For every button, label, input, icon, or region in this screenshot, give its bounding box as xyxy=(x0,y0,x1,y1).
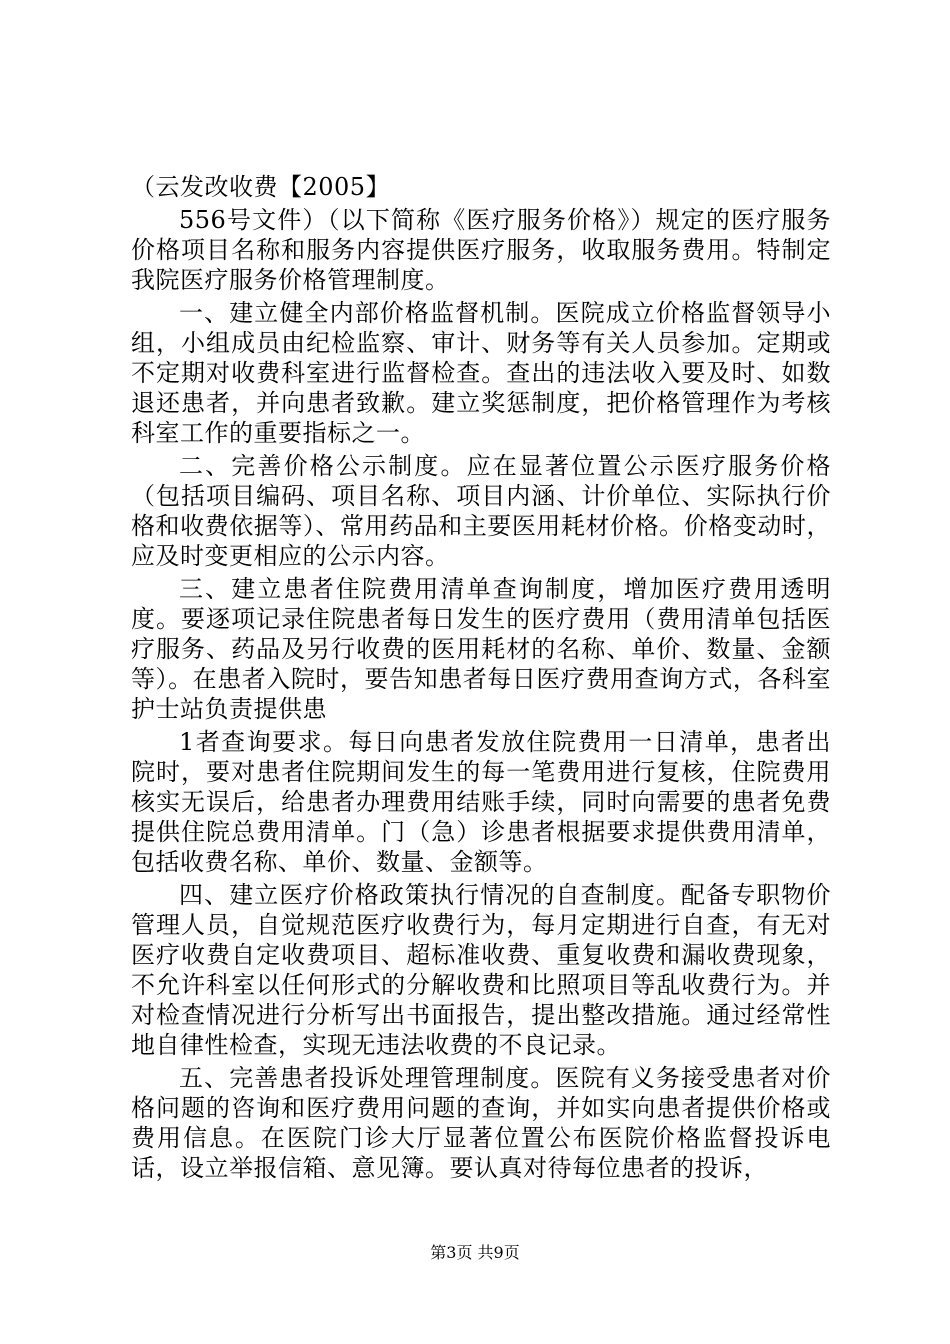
paragraph-section-4: 四、建立医疗价格政策执行情况的自查制度。配备专职物价管理人员，自觉规范医疗收费行为，每月定期进行自查，有无对医疗收费自定收费项目、超标准收费、重复收费和漏收费现象，不允许科室以任何形式的分解收费和比照项目等乱收费行为。并对检查情况进行分析写出书面报告，提出整改措施。通过经常性地自律性检查，实现无违法收费的不良记录。 xyxy=(131,881,831,1059)
paragraph-intro: 556号文件）（以下简称《医疗服务价格》）规定的医疗服务价格项目名称和服务内容提供医疗服务，收取服务费用。特制定我院医疗服务价格管理制度。 xyxy=(131,206,831,294)
paragraph-section-3: 三、建立患者住院费用清单查询制度，增加医疗费用透明度。要逐项记录住院患者每日发生的医疗费用（费用清单包括医疗服务、药品及另行收费的医用耗材的名称、单价、数量、金额等）。在患者入院时，要告知患者每日医疗费用查询方式，各科室护士站负责提供患 xyxy=(131,575,831,723)
paragraph-section-1: 一、建立健全内部价格监督机制。医院成立价格监督领导小组，小组成员由纪检监察、审计、财务等有关人员参加。定期或不定期对收费科室进行监督检查。查出的违法收入要及时、如数退还患者，并向患者致歉。建立奖惩制度，把价格管理作为考核科室工作的重要指标之一。 xyxy=(131,299,831,447)
page-footer: 第3页 共9页 xyxy=(430,1243,520,1262)
paragraph-section-5: 五、完善患者投诉处理管理制度。医院有义务接受患者对价格问题的咨询和医疗费用问题的查询，并如实向患者提供价格或费用信息。在医院门诊大厅显著位置公布医院价格监督投诉电话，设立举报信箱、意见簿。要认真对待每位患者的投诉， xyxy=(131,1064,831,1182)
document-body xyxy=(131,172,831,1183)
paragraph-heading-fragment: （云发改收费【2005】 xyxy=(131,173,391,201)
paragraph-section-2: 二、完善价格公示制度。应在显著位置公示医疗服务价格（包括项目编码、项目名称、项目内涵、计价单位、实际执行价格和收费依据等）、常用药品和主要医用耗材价格。价格变动时，应及时变更相应的公示内容。 xyxy=(131,452,831,570)
paragraph-section-3-continued: 1者查询要求。每日向患者发放住院费用一日清单，患者出院时，要对患者住院期间发生的每一笔费用进行复核，住院费用核实无误后，给患者办理费用结账手续，同时向需要的患者免费提供住院总费用清单。门（急）诊患者根据要求提供费用清单，包括收费名称、单价、数量、金额等。 xyxy=(131,728,831,876)
